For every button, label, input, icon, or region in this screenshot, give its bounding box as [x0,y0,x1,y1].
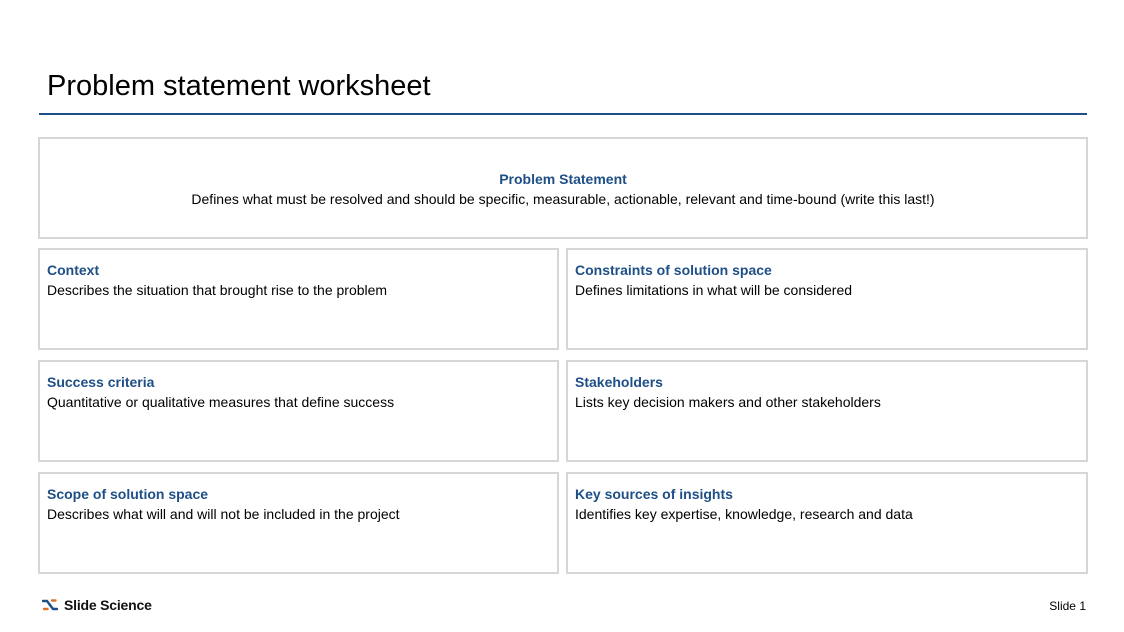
context-heading: Context [47,262,100,278]
context-box[interactable] [38,248,559,350]
insights-heading: Key sources of insights [575,486,733,502]
stakeholders-description: Lists key decision makers and other stakeholders [575,394,881,410]
problem-statement-box[interactable] [38,137,1088,239]
insights-box[interactable] [566,472,1088,574]
slide-science-logo-icon [42,598,58,612]
context-description: Describes the situation that brought rise to the problem [47,282,388,298]
slide-number: Slide 1 [1049,599,1086,613]
insights-description: Identifies key expertise, knowledge, research and data [575,506,913,522]
constraints-box[interactable] [566,248,1088,350]
stakeholders-heading: Stakeholders [575,374,663,390]
problem-statement-heading: Problem Statement [499,171,627,187]
constraints-heading: Constraints of solution space [575,262,772,278]
success-criteria-heading: Success criteria [47,374,155,390]
success-criteria-description: Quantitative or qualitative measures that define success [47,394,395,410]
success-criteria-box[interactable] [38,360,559,462]
slide-science-logo [42,596,152,614]
scope-description: Describes what will and will not be included in the project [47,506,400,522]
scope-box[interactable] [38,472,559,574]
title-divider [39,113,1087,115]
stakeholders-box[interactable] [566,360,1088,462]
problem-statement-description: Defines what must be resolved and should be specific, measurable, actionable, relevant and time-bound (write this last!) [191,191,935,207]
scope-heading: Scope of solution space [47,486,209,502]
slide-title: Problem statement worksheet [47,70,431,102]
logo-text: Slide Science [64,597,152,613]
constraints-description: Defines limitations in what will be considered [575,282,853,298]
